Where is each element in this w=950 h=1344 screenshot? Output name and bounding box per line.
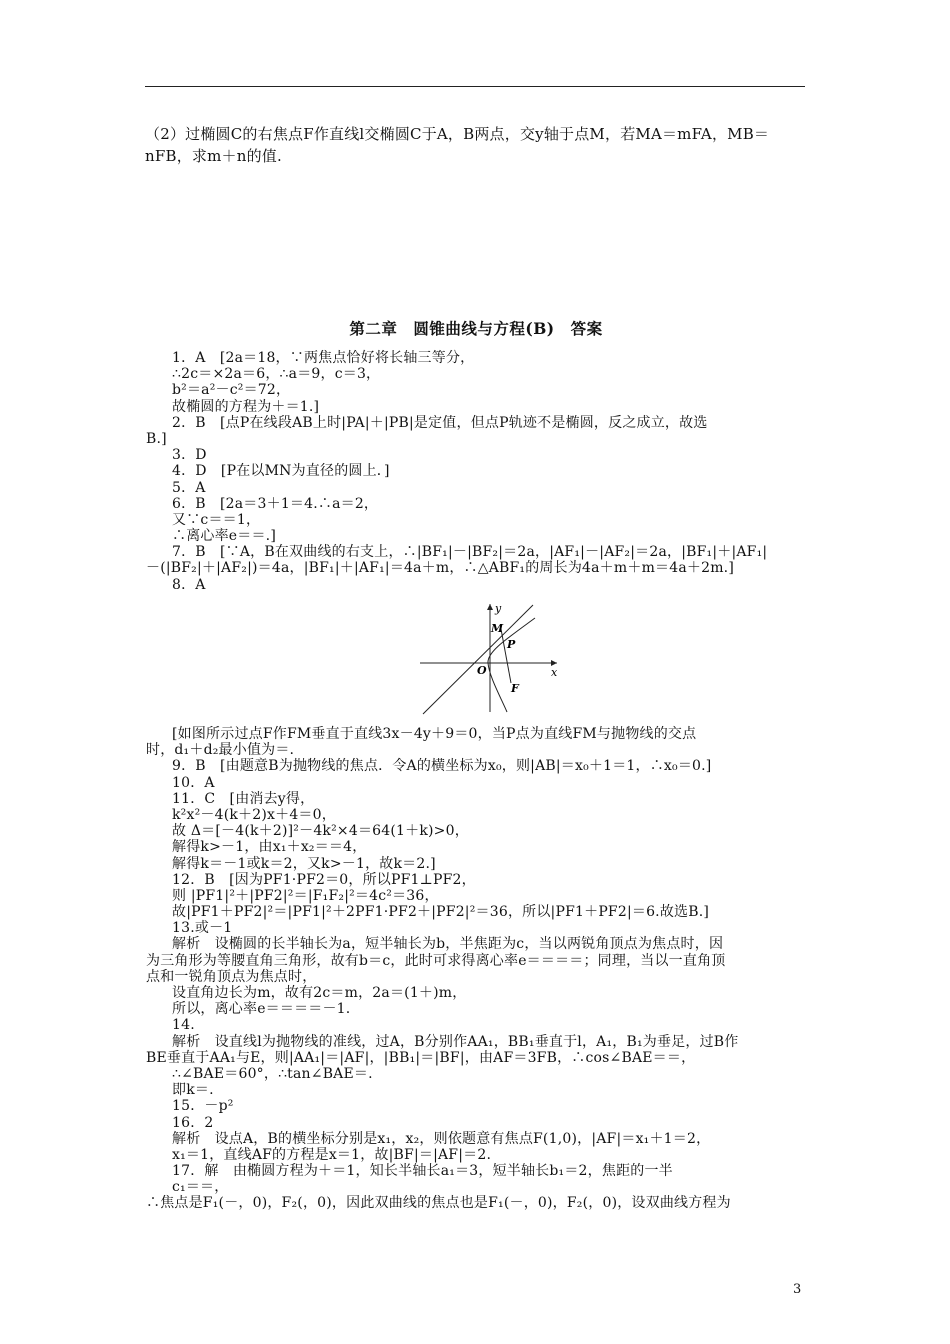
answer-line: 12．B [因为PF1·PF2＝0，所以PF1⊥PF2， <box>172 871 476 888</box>
answer-line: 则 |PF1|²＋|PF2|²＝|F₁F₂|²＝4c²＝36， <box>172 887 439 904</box>
top-rule <box>145 86 805 87</box>
answer-line: －(|BF₂|＋|AF₂|)＝4a，|BF₁|＋|AF₁|＝4a＋m，∴△ABF₁的周长为4a＋m＋m＝4a＋2m.] <box>146 560 734 577</box>
answer-line: x₁＝1，直线AF的方程是x＝1，故|BF|＝|AF|＝2. <box>172 1146 492 1163</box>
answers-block-2 <box>146 726 808 1212</box>
answer-line: 13.或－1 <box>172 920 233 937</box>
answer-line: 15．－p² <box>172 1098 234 1115</box>
answer-line: ∴2c＝×2a＝6，∴a＝9，c＝3， <box>172 366 381 383</box>
answer-line: ∴∠BAE＝60°，∴tan∠BAE＝. <box>172 1065 373 1082</box>
answer-line: 11．C [由消去y得， <box>172 790 315 807</box>
answer-line: 16．2 <box>172 1114 214 1131</box>
answer-line: 14. <box>172 1017 195 1034</box>
answer-line: 1．A [2a＝18，∵两焦点恰好将长轴三等分， <box>172 350 475 366</box>
answer-line: 17．解 由椭圆方程为＋＝1，知长半轴长a₁＝3，短半轴长b₁＝2，焦距的一半 <box>172 1163 673 1180</box>
answer-line: 解得k＝－1或k＝2，又k>－1，故k＝2.] <box>172 855 436 872</box>
answer-line: 即k＝. <box>172 1082 214 1099</box>
answer-line: 5．A <box>172 479 206 496</box>
answer-line: 解析 设点A，B的横坐标分别是x₁，x₂，则依题意有焦点F(1,0)，|AF|＝x₁＋1＝2， <box>172 1130 711 1147</box>
answer-line: ∴焦点是F₁(－，0)，F₂(，0)，因此双曲线的焦点也是F₁(－，0)，F₂(，0)，设双曲线方程为 <box>146 1195 731 1212</box>
answer-line: 2．B [点P在线段AB上时|PA|＋|PB|是定值，但点P轨迹不是椭圆，反之成立，故选 <box>172 414 708 431</box>
answer-line: 10．A <box>172 774 215 791</box>
answer-line: ∴离心率e＝＝.] <box>172 528 276 545</box>
answer-line: B.] <box>146 430 167 447</box>
point-F-label: F <box>511 682 519 695</box>
point-P-label: P <box>507 638 516 651</box>
answer-line: 解析 设直线l为抛物线的准线，过A，B分别作AA₁，BB₁垂直于l，A₁，B₁为垂足，过B作 <box>172 1033 739 1050</box>
line-3x-4y-9 <box>423 605 533 714</box>
origin-label: O <box>477 664 487 677</box>
answer-line: b²＝a²－c²＝72， <box>172 382 291 399</box>
answer-line: 4．D [P在以MN为直径的圆上．] <box>172 463 390 480</box>
answer-line: 又∵c＝＝1， <box>172 511 261 528</box>
answer-line: 解析 设椭圆的长半轴长为a，短半轴长为b，半焦距为c，当以两锐角顶点为焦点时，因 <box>172 936 724 953</box>
answer-line: 故椭圆的方程为＋＝1.] <box>172 398 320 415</box>
parabola-figure <box>415 600 565 718</box>
problem-text: （2）过椭圆C的右焦点F作直线l交椭圆C于A，B两点，交y轴于点M，若MA＝mFA，MB＝nFB，求m＋n的值. <box>145 125 770 165</box>
answer-line: 解得k>－1，由x₁＋x₂＝＝4， <box>172 839 367 856</box>
page-number: 3 <box>793 1282 802 1297</box>
y-label: y <box>495 602 502 615</box>
answer-line: 6．B [2a＝3＋1＝4.∴a＝2， <box>172 495 379 512</box>
answer-line: 时，d₁＋d₂最小值为＝. <box>146 742 295 759</box>
answer-line: 点和一锐角顶点为焦点时， <box>146 968 317 985</box>
answer-line: k²x²－4(k＋2)x＋4＝0， <box>172 806 336 823</box>
answer-line: c₁＝＝， <box>172 1179 229 1196</box>
answer-line: 9．B [由题意B为抛物线的焦点．令A的横坐标为x₀，则|AB|＝x₀＋1＝1，∴x₀＝0.] <box>172 758 712 775</box>
answer-line: 所以，离心率e＝＝＝＝－1. <box>172 1001 351 1018</box>
answer-line: 3．D <box>172 447 207 464</box>
answer-line: 8．A <box>172 576 206 593</box>
answer-line: 故 Δ＝[－4(k＋2)]²－4k²×4＝64(1＋k)>0， <box>172 823 469 840</box>
point-M-label: M <box>491 622 504 635</box>
answer-line: 7．B [∵A，B在双曲线的右支上，∴|BF₁|－|BF₂|＝2a，|AF₁|－|AF₂|＝2a，|BF₁|＋|AF₁| <box>172 544 768 561</box>
x-label: x <box>551 666 558 679</box>
answers-block-1 <box>146 350 808 593</box>
y-axis-arrow <box>487 604 493 610</box>
section-title: 第二章 圆锥曲线与方程(B) 答案 <box>349 319 603 338</box>
answer-line: [如图所示过点F作FM垂直于直线3x－4y＋9＝0，当P点为直线FM与抛物线的交点 <box>172 726 697 742</box>
answer-line: 设直角边长为m，故有2c＝m，2a＝(1＋)m， <box>172 985 467 1001</box>
answer-line: 为三角形为等腰直角三角形，故有b＝c，此时可求得离心率e＝＝＝＝；同理，当以一直角顶 <box>146 952 726 969</box>
answer-line: BE垂直于AA₁与E，则|AA₁|＝|AF|，|BB₁|＝|BF|，由AF＝3FB，∴cos∠BAE＝＝， <box>146 1049 696 1066</box>
answer-line: 故|PF1＋PF2|²＝|PF1|²＋2PF1·PF2＋|PF2|²＝36，所以|PF1＋PF2|＝6.故选B.] <box>172 904 710 921</box>
